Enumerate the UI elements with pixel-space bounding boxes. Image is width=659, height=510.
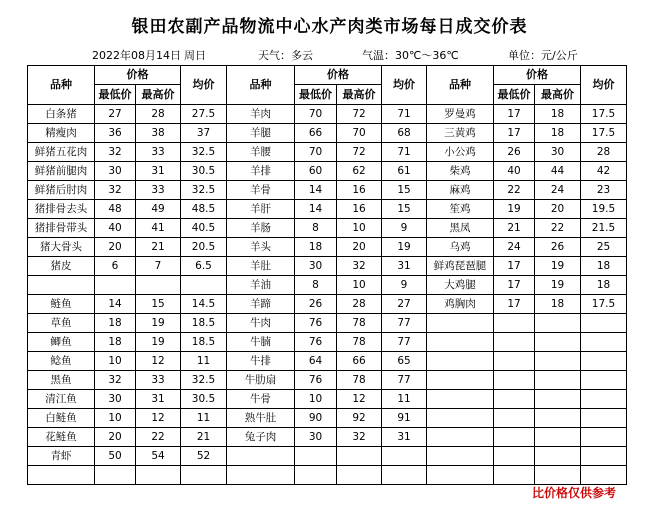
cell-high: 28 <box>337 295 382 314</box>
cell-low <box>494 371 535 390</box>
cell-high: 18 <box>535 105 581 124</box>
cell-low: 48 <box>95 200 136 219</box>
cell-avg: 23 <box>581 181 627 200</box>
cell-low: 14 <box>295 200 337 219</box>
cell-avg: 15 <box>382 181 427 200</box>
table-row <box>28 181 627 200</box>
cell-avg <box>581 466 627 485</box>
cell-high: 28 <box>136 105 181 124</box>
cell-high: 32 <box>337 428 382 447</box>
cell-low: 10 <box>95 352 136 371</box>
cell-name <box>427 314 494 333</box>
page-title: 银田农副产品物流中心水产肉类市场每日成交价表 <box>131 17 528 37</box>
cell-avg: 77 <box>382 371 427 390</box>
cell-high: 54 <box>136 447 181 466</box>
cell-high <box>535 333 581 352</box>
cell-low <box>295 447 337 466</box>
unit-info: 单位：元/公斤 <box>508 49 578 62</box>
cell-high <box>535 371 581 390</box>
cell-avg: 19 <box>382 238 427 257</box>
cell-low: 32 <box>95 371 136 390</box>
cell-name: 羊肝 <box>227 200 295 219</box>
cell-avg: 15 <box>382 200 427 219</box>
cell-avg: 71 <box>382 105 427 124</box>
cell-low: 10 <box>95 409 136 428</box>
cell-high: 66 <box>337 352 382 371</box>
cell-high: 19 <box>136 333 181 352</box>
cell-low: 22 <box>494 181 535 200</box>
cell-name <box>28 466 95 485</box>
table-row <box>28 200 627 219</box>
cell-avg: 20.5 <box>181 238 227 257</box>
cell-avg <box>581 371 627 390</box>
cell-name <box>427 466 494 485</box>
cell-low: 30 <box>95 162 136 181</box>
cell-high: 19 <box>535 276 581 295</box>
cell-low: 40 <box>95 219 136 238</box>
cell-avg: 18.5 <box>181 314 227 333</box>
header-row-top <box>28 66 627 85</box>
cell-low: 64 <box>295 352 337 371</box>
cell-name: 小公鸡 <box>427 143 494 162</box>
price-table <box>27 65 627 485</box>
cell-high: 32 <box>337 257 382 276</box>
cell-high: 18 <box>535 295 581 314</box>
cell-high <box>535 314 581 333</box>
header-price: 价格 <box>494 66 581 85</box>
cell-name: 笙鸡 <box>427 200 494 219</box>
cell-avg: 21.5 <box>581 219 627 238</box>
cell-high: 12 <box>136 352 181 371</box>
cell-name: 鲶鱼 <box>28 352 95 371</box>
cell-high: 78 <box>337 314 382 333</box>
cell-name: 牛排 <box>227 352 295 371</box>
cell-avg: 30.5 <box>181 162 227 181</box>
cell-avg <box>382 466 427 485</box>
cell-high <box>535 447 581 466</box>
table-row <box>28 295 627 314</box>
cell-low: 76 <box>295 371 337 390</box>
cell-name: 花鲢鱼 <box>28 428 95 447</box>
cell-name: 鲜猪前腿肉 <box>28 162 95 181</box>
cell-name <box>427 409 494 428</box>
cell-avg <box>181 276 227 295</box>
table-row <box>28 124 627 143</box>
cell-low <box>494 333 535 352</box>
cell-avg <box>581 428 627 447</box>
cell-high <box>136 276 181 295</box>
cell-name <box>427 447 494 466</box>
cell-low <box>494 409 535 428</box>
table-row <box>28 333 627 352</box>
cell-name: 青虾 <box>28 447 95 466</box>
header-name: 品种 <box>28 66 95 105</box>
cell-low: 76 <box>295 314 337 333</box>
header-high: 最高价 <box>337 85 382 105</box>
cell-avg: 68 <box>382 124 427 143</box>
cell-name: 精瘦肉 <box>28 124 95 143</box>
cell-high: 70 <box>337 124 382 143</box>
cell-high <box>136 466 181 485</box>
cell-low: 70 <box>295 143 337 162</box>
cell-low: 17 <box>494 295 535 314</box>
cell-low: 21 <box>494 219 535 238</box>
cell-name: 草鱼 <box>28 314 95 333</box>
cell-name: 牛腩 <box>227 333 295 352</box>
cell-high: 7 <box>136 257 181 276</box>
cell-name: 黑凤 <box>427 219 494 238</box>
cell-high <box>337 447 382 466</box>
cell-avg: 31 <box>382 428 427 447</box>
header-name: 品种 <box>227 66 295 105</box>
cell-name: 柴鸡 <box>427 162 494 181</box>
cell-avg: 32.5 <box>181 143 227 162</box>
cell-high <box>535 352 581 371</box>
cell-name: 大鸡腿 <box>427 276 494 295</box>
cell-avg: 32.5 <box>181 181 227 200</box>
cell-name: 白鲢鱼 <box>28 409 95 428</box>
cell-avg: 18.5 <box>181 333 227 352</box>
cell-high: 10 <box>337 219 382 238</box>
cell-high: 22 <box>136 428 181 447</box>
cell-name: 罗曼鸡 <box>427 105 494 124</box>
header-low: 最低价 <box>95 85 136 105</box>
cell-low: 60 <box>295 162 337 181</box>
cell-avg: 9 <box>382 219 427 238</box>
table-row <box>28 276 627 295</box>
cell-name: 羊腿 <box>227 124 295 143</box>
cell-high: 92 <box>337 409 382 428</box>
cell-low: 19 <box>494 200 535 219</box>
cell-avg: 77 <box>382 333 427 352</box>
cell-low: 30 <box>295 428 337 447</box>
cell-low: 17 <box>494 276 535 295</box>
cell-low: 50 <box>95 447 136 466</box>
cell-avg: 21 <box>181 428 227 447</box>
cell-high: 15 <box>136 295 181 314</box>
cell-low: 10 <box>295 390 337 409</box>
cell-name: 牛肋扇 <box>227 371 295 390</box>
table-row <box>28 390 627 409</box>
cell-avg <box>382 447 427 466</box>
header-avg: 均价 <box>382 66 427 105</box>
cell-low: 6 <box>95 257 136 276</box>
cell-high: 10 <box>337 276 382 295</box>
cell-avg: 37 <box>181 124 227 143</box>
cell-avg: 6.5 <box>181 257 227 276</box>
cell-high: 33 <box>136 181 181 200</box>
cell-low <box>295 466 337 485</box>
cell-name: 清江鱼 <box>28 390 95 409</box>
cell-name: 猪排骨去头 <box>28 200 95 219</box>
cell-high: 12 <box>337 390 382 409</box>
cell-avg <box>581 314 627 333</box>
cell-high: 78 <box>337 333 382 352</box>
cell-avg: 11 <box>181 352 227 371</box>
cell-avg: 11 <box>181 409 227 428</box>
cell-low: 32 <box>95 143 136 162</box>
cell-name <box>427 390 494 409</box>
cell-name: 乌鸡 <box>427 238 494 257</box>
cell-low: 26 <box>494 143 535 162</box>
cell-avg: 17.5 <box>581 105 627 124</box>
cell-high: 22 <box>535 219 581 238</box>
cell-high <box>535 409 581 428</box>
cell-low: 8 <box>295 276 337 295</box>
cell-low <box>494 428 535 447</box>
cell-name <box>28 276 95 295</box>
cell-name <box>227 447 295 466</box>
cell-high: 41 <box>136 219 181 238</box>
header-price: 价格 <box>295 66 382 85</box>
cell-low: 40 <box>494 162 535 181</box>
table-row <box>28 314 627 333</box>
cell-name: 三黄鸡 <box>427 124 494 143</box>
cell-high: 72 <box>337 143 382 162</box>
cell-avg <box>581 390 627 409</box>
cell-high: 19 <box>136 314 181 333</box>
header-high: 最高价 <box>535 85 581 105</box>
cell-low <box>494 447 535 466</box>
cell-name: 黑鱼 <box>28 371 95 390</box>
cell-avg: 19.5 <box>581 200 627 219</box>
cell-low <box>95 276 136 295</box>
cell-avg: 27 <box>382 295 427 314</box>
table-row <box>28 352 627 371</box>
cell-name: 羊肠 <box>227 219 295 238</box>
price-table-body <box>28 105 627 485</box>
cell-name: 鲜鸡琵琶腿 <box>427 257 494 276</box>
cell-name: 羊头 <box>227 238 295 257</box>
cell-name: 羊腰 <box>227 143 295 162</box>
cell-high: 20 <box>535 200 581 219</box>
cell-low <box>494 352 535 371</box>
weather-info: 天气：多云 <box>258 49 313 62</box>
cell-avg <box>581 333 627 352</box>
cell-low: 14 <box>295 181 337 200</box>
cell-high: 16 <box>337 181 382 200</box>
cell-name: 鲜猪后肘肉 <box>28 181 95 200</box>
cell-high: 49 <box>136 200 181 219</box>
cell-name <box>427 352 494 371</box>
cell-high: 44 <box>535 162 581 181</box>
cell-high: 78 <box>337 371 382 390</box>
cell-name: 羊骨 <box>227 181 295 200</box>
cell-low: 20 <box>95 428 136 447</box>
cell-high: 62 <box>337 162 382 181</box>
cell-avg: 18 <box>581 257 627 276</box>
header-low: 最低价 <box>295 85 337 105</box>
cell-high: 72 <box>337 105 382 124</box>
cell-low: 18 <box>95 314 136 333</box>
table-row <box>28 371 627 390</box>
cell-low: 66 <box>295 124 337 143</box>
cell-name: 猪皮 <box>28 257 95 276</box>
cell-name: 鸡胸肉 <box>427 295 494 314</box>
cell-high <box>535 466 581 485</box>
cell-name: 熟牛肚 <box>227 409 295 428</box>
cell-low: 30 <box>295 257 337 276</box>
report-date: 2022年08月14日 <box>92 49 181 62</box>
cell-low: 26 <box>295 295 337 314</box>
cell-low: 36 <box>95 124 136 143</box>
cell-low: 30 <box>95 390 136 409</box>
cell-low <box>494 390 535 409</box>
cell-high: 12 <box>136 409 181 428</box>
table-row <box>28 162 627 181</box>
cell-avg: 48.5 <box>181 200 227 219</box>
cell-high: 33 <box>136 371 181 390</box>
cell-low <box>494 466 535 485</box>
cell-name: 鲜猪五花肉 <box>28 143 95 162</box>
cell-name: 白条猪 <box>28 105 95 124</box>
cell-low <box>95 466 136 485</box>
cell-low: 17 <box>494 105 535 124</box>
cell-avg: 27.5 <box>181 105 227 124</box>
cell-low: 76 <box>295 333 337 352</box>
table-row <box>28 428 627 447</box>
cell-avg: 52 <box>181 447 227 466</box>
cell-avg: 17.5 <box>581 124 627 143</box>
table-row <box>28 105 627 124</box>
cell-avg: 31 <box>382 257 427 276</box>
cell-avg: 30.5 <box>181 390 227 409</box>
cell-avg: 32.5 <box>181 371 227 390</box>
cell-avg <box>181 466 227 485</box>
cell-low: 90 <box>295 409 337 428</box>
cell-avg: 9 <box>382 276 427 295</box>
cell-low: 17 <box>494 124 535 143</box>
cell-avg: 42 <box>581 162 627 181</box>
cell-avg: 28 <box>581 143 627 162</box>
cell-avg: 65 <box>382 352 427 371</box>
cell-name <box>427 333 494 352</box>
cell-avg: 61 <box>382 162 427 181</box>
cell-avg <box>581 352 627 371</box>
cell-avg: 18 <box>581 276 627 295</box>
cell-low: 17 <box>494 257 535 276</box>
table-row <box>28 143 627 162</box>
cell-name: 麻鸡 <box>427 181 494 200</box>
cell-name: 兔子肉 <box>227 428 295 447</box>
cell-name: 羊排 <box>227 162 295 181</box>
cell-low: 14 <box>95 295 136 314</box>
cell-name <box>427 371 494 390</box>
cell-avg: 17.5 <box>581 295 627 314</box>
report-weekday: 周日 <box>184 49 206 62</box>
cell-high: 33 <box>136 143 181 162</box>
cell-low: 20 <box>95 238 136 257</box>
header-name: 品种 <box>427 66 494 105</box>
cell-name <box>427 428 494 447</box>
cell-name: 牛骨 <box>227 390 295 409</box>
table-row <box>28 447 627 466</box>
header-row-bottom <box>28 85 627 105</box>
cell-name: 羊肉 <box>227 105 295 124</box>
cell-low: 32 <box>95 181 136 200</box>
cell-low: 24 <box>494 238 535 257</box>
cell-high: 16 <box>337 200 382 219</box>
cell-high: 24 <box>535 181 581 200</box>
header-low: 最低价 <box>494 85 535 105</box>
header-avg: 均价 <box>581 66 627 105</box>
cell-name: 羊肚 <box>227 257 295 276</box>
cell-low: 27 <box>95 105 136 124</box>
cell-high: 18 <box>535 124 581 143</box>
cell-name: 羊油 <box>227 276 295 295</box>
cell-name: 牛肉 <box>227 314 295 333</box>
cell-avg: 91 <box>382 409 427 428</box>
cell-high <box>337 466 382 485</box>
cell-name: 鲢鱼 <box>28 295 95 314</box>
cell-avg: 25 <box>581 238 627 257</box>
cell-name: 猪大骨头 <box>28 238 95 257</box>
cell-low: 18 <box>95 333 136 352</box>
cell-high: 31 <box>136 162 181 181</box>
cell-avg <box>581 447 627 466</box>
cell-low: 70 <box>295 105 337 124</box>
table-row <box>28 238 627 257</box>
cell-name: 鲫鱼 <box>28 333 95 352</box>
cell-low: 18 <box>295 238 337 257</box>
header-price: 价格 <box>95 66 181 85</box>
cell-high <box>535 428 581 447</box>
cell-name: 猪排骨带头 <box>28 219 95 238</box>
table-row <box>28 409 627 428</box>
table-row <box>28 257 627 276</box>
table-row <box>28 466 627 485</box>
cell-high: 38 <box>136 124 181 143</box>
cell-high: 20 <box>337 238 382 257</box>
cell-avg: 11 <box>382 390 427 409</box>
disclaimer-note: 比价格仅供参考 <box>532 486 617 500</box>
cell-avg <box>581 409 627 428</box>
cell-high: 31 <box>136 390 181 409</box>
cell-high: 30 <box>535 143 581 162</box>
header-high: 最高价 <box>136 85 181 105</box>
cell-name <box>227 466 295 485</box>
cell-high: 19 <box>535 257 581 276</box>
cell-low <box>494 314 535 333</box>
cell-avg: 71 <box>382 143 427 162</box>
cell-avg: 77 <box>382 314 427 333</box>
cell-high: 26 <box>535 238 581 257</box>
cell-avg: 14.5 <box>181 295 227 314</box>
cell-high: 21 <box>136 238 181 257</box>
temperature-info: 气温：30℃～36℃ <box>362 49 459 62</box>
header-avg: 均价 <box>181 66 227 105</box>
cell-avg: 40.5 <box>181 219 227 238</box>
cell-high <box>535 390 581 409</box>
cell-name: 羊蹄 <box>227 295 295 314</box>
table-row <box>28 219 627 238</box>
cell-low: 8 <box>295 219 337 238</box>
